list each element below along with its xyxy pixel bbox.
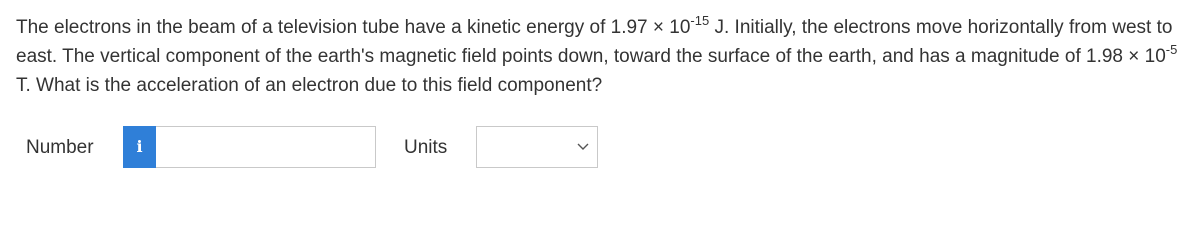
question-text — [16, 13, 1191, 100]
chevron-down-icon — [577, 143, 589, 151]
answer-row — [0, 125, 1200, 169]
exponent-2: -5 — [1165, 41, 1178, 57]
question-part-1: The electrons in the beam of a television tube have a kinetic energy of 1.97 × 10 — [16, 17, 691, 38]
question-part-2: J. Initially, the electrons move horizontally from west to east. The vertical component of the earth's magnetic field points down, toward the surface of the earth, and has a magnitude of 1.98 × 10 — [16, 17, 1173, 67]
number-label: Number — [26, 137, 94, 158]
info-button[interactable] — [123, 126, 156, 168]
info-icon: i — [136, 137, 143, 156]
exponent-1: -15 — [690, 12, 710, 28]
units-select[interactable] — [476, 126, 598, 168]
units-label: Units — [404, 137, 448, 158]
question-part-3: T. What is the acceleration of an electron due to this field component? — [16, 75, 603, 96]
number-input[interactable] — [156, 126, 376, 168]
